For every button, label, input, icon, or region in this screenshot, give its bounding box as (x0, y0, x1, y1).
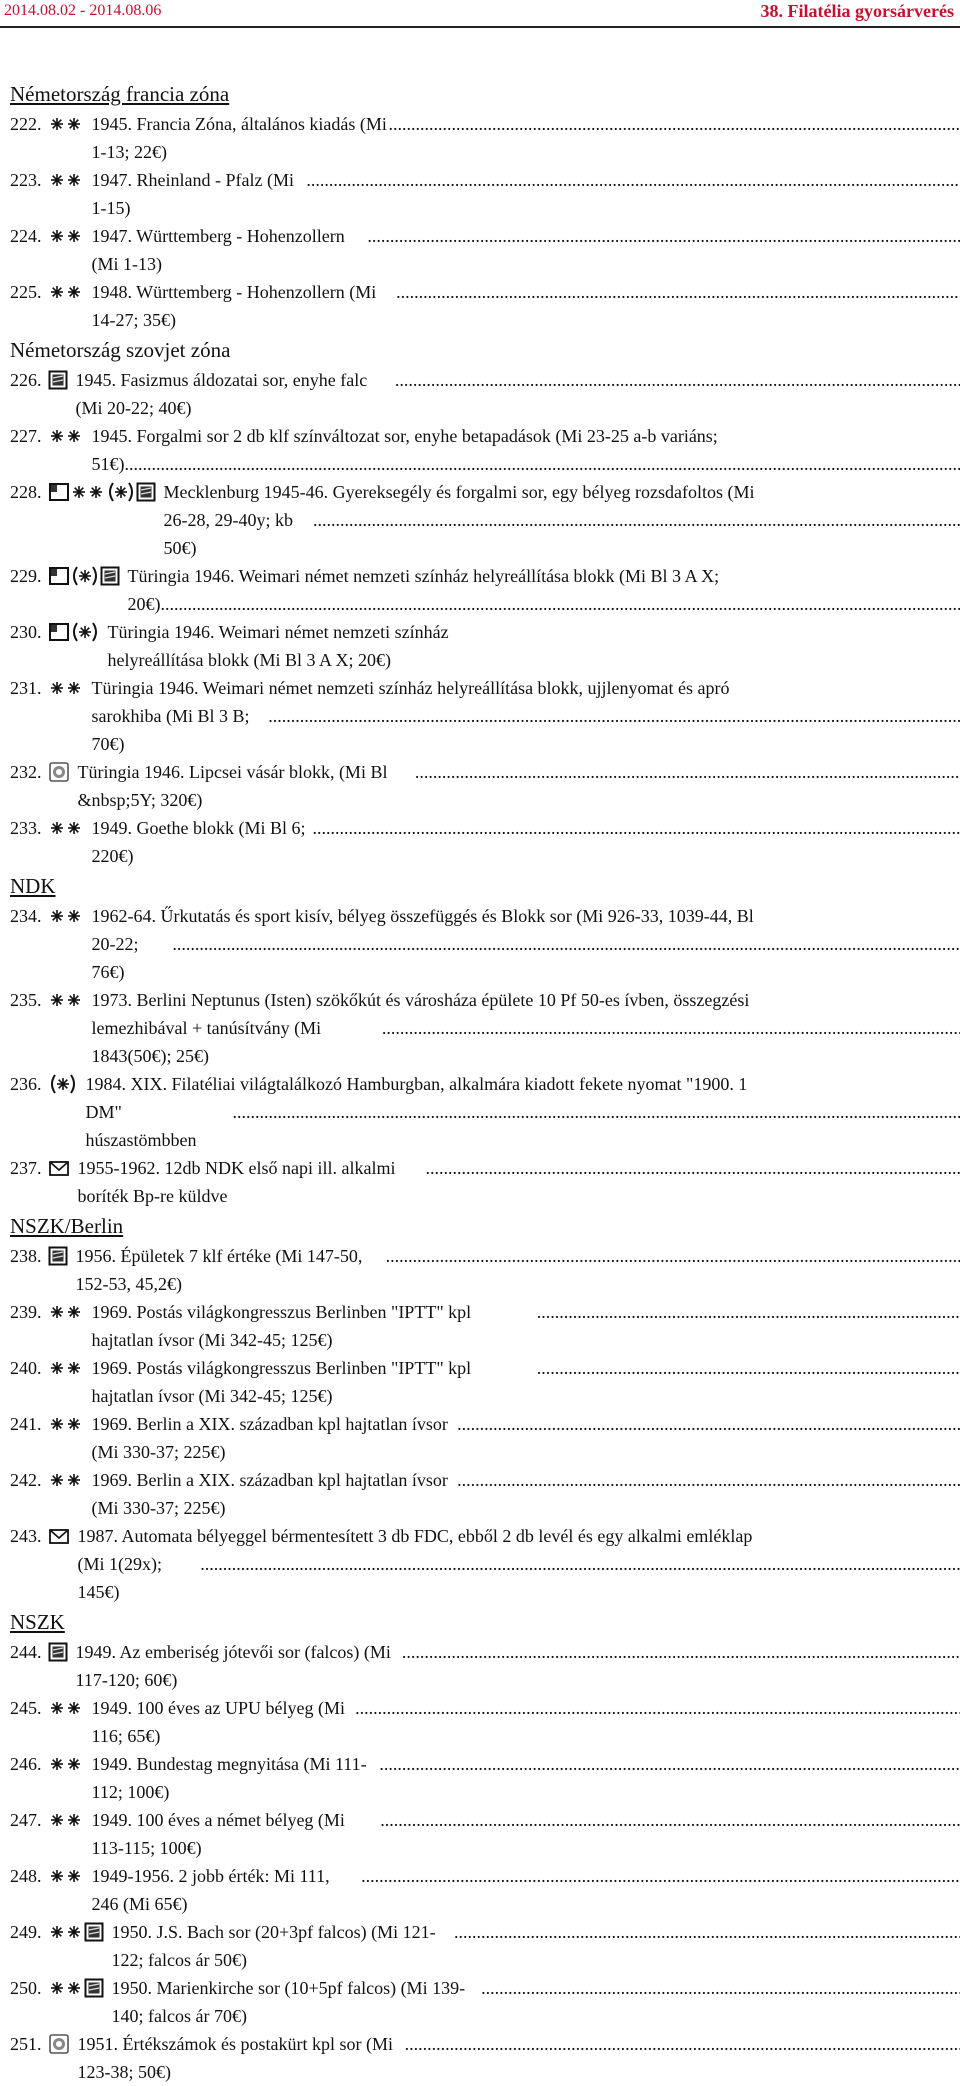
lot-number: 247. (10, 1806, 42, 1834)
lot-description: Türingia 1946. Weimari német nemzeti színház helyreállítása blokk (Mi Bl 3 A X; 20€) (108, 618, 545, 674)
condition-icons (48, 110, 84, 138)
condition-icons (48, 1354, 84, 1382)
lot-description: (Mi 1(29x); 145€) (78, 1550, 201, 1606)
hinged-icon (48, 1073, 78, 1095)
lot-description: 1969. Postás világkongresszus Berlinben "IPTT" kpl hajtatlan ívsor (Mi 342-45; 125€) (92, 1354, 537, 1410)
mint-icon (48, 1697, 84, 1719)
lot-description: 1945. Fasizmus áldozatai sor, enyhe falc (Mi 20-22; 40€) (76, 366, 395, 422)
catalog-item (10, 758, 870, 814)
mint-icon (48, 1753, 84, 1775)
condition-icons (48, 562, 120, 590)
catalog-item (10, 422, 870, 478)
lot-description: 1947. Rheinland - Pfalz (Mi 1-15) (92, 166, 307, 222)
postmark-icon (48, 761, 70, 783)
leader-dots (537, 1298, 960, 1326)
lot-number: 237. (10, 1154, 42, 1182)
leader-dots (386, 1242, 960, 1270)
lot-description: 1956. Épületek 7 klf értéke (Mi 147-50, 152-53, 45,2€) (76, 1242, 386, 1298)
condition-icons (48, 1410, 84, 1438)
condition-icons (48, 1918, 104, 1946)
mint-icon (48, 1977, 84, 1999)
lot-number: 244. (10, 1638, 42, 1666)
mint-icon (48, 989, 84, 1011)
leader-dots (402, 1638, 960, 1666)
section-title: NDK (10, 870, 960, 902)
leader-dots (379, 1750, 960, 1778)
condition-icons (48, 2030, 70, 2058)
catalog-item (10, 1354, 870, 1410)
lot-description: 1949. Az emberiség jótevői sor (falcos) (Mi 117-120; 60€) (76, 1638, 402, 1694)
catalog-item (10, 222, 870, 278)
leader-dots (457, 1466, 960, 1494)
mint-icon (48, 817, 84, 839)
lot-description: 1949. Bundestag megnyitása (Mi 111-112; 100€) (92, 1750, 380, 1806)
lot-description: Mecklenburg 1945-46. Gyereksegély és forgalmi sor, egy bélyeg rozsdafoltos (Mi (164, 478, 960, 506)
lot-description: 26-28, 29-40y; kb 50€) (164, 506, 314, 562)
lot-number: 232. (10, 758, 42, 786)
cancelled-icon (48, 1641, 68, 1663)
lot-description: 1949. Goethe blokk (Mi Bl 6; 220€) (92, 814, 313, 870)
condition-icons (48, 814, 84, 842)
postmark-icon (48, 2033, 70, 2055)
lot-description: 20-22; 76€) (92, 930, 173, 986)
catalog-item (10, 166, 870, 222)
mint-icon (48, 1865, 84, 1887)
letter-piece-icon (48, 621, 70, 643)
mint-icon (48, 1809, 84, 1831)
lot-number: 224. (10, 222, 42, 250)
envelope-icon (48, 1525, 70, 1547)
mint-icon (48, 425, 84, 447)
mint-icon (48, 225, 84, 247)
mint-icon (48, 677, 84, 699)
lot-number: 227. (10, 422, 42, 450)
leader-dots (481, 1974, 960, 2002)
lot-number: 245. (10, 1694, 42, 1722)
catalog-item (10, 1242, 870, 1298)
lot-description: 1951. Értékszámok és postakürt kpl sor (Mi 123-38; 50€) (78, 2030, 405, 2086)
condition-icons (48, 278, 84, 306)
condition-icons (48, 986, 84, 1014)
letter-piece-icon (48, 481, 70, 503)
mint-icon (48, 169, 84, 191)
header-title: 38. Filatélia gyorsárverés (761, 1, 954, 22)
condition-icons (48, 1466, 84, 1494)
condition-icons (48, 422, 84, 450)
lot-description: 1973. Berlini Neptunus (Isten) szökőkút és városháza épülete 10 Pf 50-es ívben, összegzési (92, 986, 960, 1014)
section-title: Németország francia zóna (10, 78, 960, 110)
leader-dots (232, 1098, 960, 1126)
lot-description: 1969. Berlin a XIX. században kpl hajtatlan ívsor (Mi 330-37; 225€) (92, 1466, 458, 1522)
condition-icons (48, 1638, 68, 1666)
leader-dots (389, 110, 960, 138)
lot-description: sarokhiba (Mi Bl 3 B; 70€) (92, 702, 269, 758)
lot-description: 1947. Württemberg - Hohenzollern (Mi 1-13) (92, 222, 368, 278)
lot-description: 1945. Francia Zóna, általános kiadás (Mi 1-13; 22€) (92, 110, 389, 166)
lot-number: 238. (10, 1242, 42, 1270)
mint-icon (48, 113, 84, 135)
lot-number: 222. (10, 110, 42, 138)
catalog-item (10, 674, 870, 758)
lot-description: 1984. XIX. Filatéliai világtalálkozó Hamburgban, alkalmára kiadott fekete nyomat "1900. 1 (86, 1070, 960, 1098)
lot-description: lemezhibával + tanúsítvány (Mi 1843(50€); 25€) (92, 1014, 382, 1070)
lot-number: 236. (10, 1070, 42, 1098)
condition-icons (48, 1862, 84, 1890)
leader-dots (380, 1806, 960, 1834)
catalog-item (10, 1862, 870, 1918)
catalog-item (10, 1522, 870, 1606)
lot-description: Türingia 1946. Lipcsei vásár blokk, (Mi Bl &nbsp;5Y; 320€) (78, 758, 415, 814)
leader-dots (415, 758, 960, 786)
catalog-item (10, 278, 870, 334)
mint-icon (48, 281, 84, 303)
section-title: NSZK (10, 1606, 960, 1638)
lot-number: 250. (10, 1974, 42, 2002)
leader-dots (355, 1694, 960, 1722)
lot-number: 225. (10, 278, 42, 306)
catalog-item (10, 110, 870, 166)
lot-number: 226. (10, 366, 42, 394)
condition-icons (48, 222, 84, 250)
lot-number: 251. (10, 2030, 42, 2058)
condition-icons (48, 166, 84, 194)
leader-dots (174, 590, 960, 618)
lot-description: 1948. Württemberg - Hohenzollern (Mi 14-27; 35€) (92, 278, 397, 334)
condition-icons (48, 758, 70, 786)
cancelled-icon (84, 1921, 104, 1943)
lot-number: 248. (10, 1862, 42, 1890)
cancelled-icon (48, 1245, 68, 1267)
lot-description: 1987. Automata bélyeggel bérmentesített 3 db FDC, ebből 2 db levél és egy alkalmi emléklap (78, 1522, 960, 1550)
lot-number: 228. (10, 478, 42, 506)
catalog-item (10, 1918, 870, 1974)
condition-icons (48, 1242, 68, 1270)
lot-number: 242. (10, 1466, 42, 1494)
cancelled-icon (48, 369, 68, 391)
lot-description: 1962-64. Űrkutatás és sport kisív, bélyeg összefüggés és Blokk sor (Mi 926-33, 1039-44, Bl (92, 902, 960, 930)
condition-icons (48, 1522, 70, 1550)
catalog-item (10, 902, 870, 986)
catalog-item (10, 1154, 870, 1210)
lot-number: 239. (10, 1298, 42, 1326)
catalog-item (10, 1974, 870, 2030)
lot-number: 249. (10, 1918, 42, 1946)
cancelled-icon (136, 481, 156, 503)
catalog-item (10, 814, 870, 870)
leader-dots (268, 702, 960, 730)
leader-dots (200, 1550, 960, 1578)
condition-icons (48, 1974, 104, 2002)
leader-dots (361, 1862, 960, 1890)
hinged-icon (70, 621, 100, 643)
mint-icon (48, 905, 84, 927)
header-date: 2014.08.02 - 2014.08.06 (4, 2, 161, 20)
catalog-item (10, 1638, 870, 1694)
cancelled-icon (100, 565, 120, 587)
condition-icons (48, 1070, 78, 1098)
section-title: Németország szovjet zóna (10, 334, 960, 366)
lot-description: 1945. Forgalmi sor 2 db klf színváltozat sor, enyhe betapadások (Mi 23-25 a-b variáns; (92, 422, 960, 450)
lot-number: 230. (10, 618, 42, 646)
lot-description: 1955-1962. 12db NDK első napi ill. alkalmi boríték Bp-re küldve (78, 1154, 426, 1210)
lot-number: 223. (10, 166, 42, 194)
mint-icon (70, 481, 106, 503)
catalog-item (10, 2030, 870, 2086)
lot-description: 1949. 100 éves a német bélyeg (Mi 113-115; 100€) (92, 1806, 381, 1862)
lot-description: 20€)... (128, 590, 175, 618)
lot-description: DM" húszastömbben (86, 1098, 233, 1154)
catalog-item (10, 986, 870, 1070)
lot-number: 229. (10, 562, 42, 590)
lot-number: 234. (10, 902, 42, 930)
hinged-icon (70, 565, 100, 587)
cancelled-icon (84, 1977, 104, 1999)
condition-icons (48, 1806, 84, 1834)
leader-dots (425, 1154, 960, 1182)
leader-dots (313, 814, 960, 842)
leader-dots (143, 450, 960, 478)
condition-icons (48, 902, 84, 930)
lot-description: 51€).... (92, 450, 143, 478)
leader-dots (172, 930, 960, 958)
header-divider (0, 26, 960, 28)
leader-dots (382, 1014, 960, 1042)
lot-description: 1969. Berlin a XIX. században kpl hajtatlan ívsor (Mi 330-37; 225€) (92, 1410, 458, 1466)
lot-number: 235. (10, 986, 42, 1014)
leader-dots (537, 1354, 960, 1382)
catalog-item (10, 1466, 870, 1522)
mint-icon (48, 1921, 84, 1943)
catalog-item (10, 1694, 870, 1750)
condition-icons (48, 1298, 84, 1326)
catalog-item (10, 478, 870, 562)
letter-piece-icon (48, 565, 70, 587)
mint-icon (48, 1357, 84, 1379)
lot-number: 241. (10, 1410, 42, 1438)
catalog-content (0, 78, 960, 2086)
catalog-item (10, 1750, 870, 1806)
mint-icon (48, 1301, 84, 1323)
catalog-item (10, 1298, 870, 1354)
mint-icon (48, 1413, 84, 1435)
condition-icons (48, 1750, 84, 1778)
condition-icons (48, 478, 156, 506)
lot-number: 231. (10, 674, 42, 702)
hinged-icon (106, 481, 136, 503)
page-header (0, 0, 960, 24)
mint-icon (48, 1469, 84, 1491)
lot-number: 233. (10, 814, 42, 842)
lot-description: 1969. Postás világkongresszus Berlinben "IPTT" kpl hajtatlan ívsor (Mi 342-45; 125€) (92, 1298, 537, 1354)
leader-dots (396, 278, 960, 306)
condition-icons (48, 1154, 70, 1182)
catalog-item (10, 1806, 870, 1862)
leader-dots (395, 366, 960, 394)
lot-description: Türingia 1946. Weimari német nemzeti színház helyreállítása blokk, ujjlenyomat és apró (92, 674, 960, 702)
envelope-icon (48, 1157, 70, 1179)
leader-dots (306, 166, 960, 194)
condition-icons (48, 1694, 84, 1722)
catalog-item (10, 618, 870, 674)
lot-description: 1949-1956. 2 jobb érték: Mi 111, 246 (Mi 65€) (92, 1862, 362, 1918)
condition-icons (48, 674, 84, 702)
lot-description: 1950. Marienkirche sor (10+5pf falcos) (Mi 139-140; falcos ár 70€) (112, 1974, 482, 2030)
lot-number: 243. (10, 1522, 42, 1550)
catalog-item (10, 1070, 870, 1154)
catalog-item (10, 1410, 870, 1466)
leader-dots (454, 1918, 960, 1946)
leader-dots (457, 1410, 960, 1438)
condition-icons (48, 366, 68, 394)
lot-number: 240. (10, 1354, 42, 1382)
lot-description: Türingia 1946. Weimari német nemzeti színház helyreállítása blokk (Mi Bl 3 A X; (128, 562, 960, 590)
leader-dots (313, 506, 960, 534)
leader-dots (367, 222, 960, 250)
lot-description: 1949. 100 éves az UPU bélyeg (Mi 116; 65€) (92, 1694, 356, 1750)
lot-number: 246. (10, 1750, 42, 1778)
section-title: NSZK/Berlin (10, 1210, 960, 1242)
catalog-item (10, 562, 870, 618)
catalog-item (10, 366, 870, 422)
lot-description: 1950. J.S. Bach sor (20+3pf falcos) (Mi 121-122; falcos ár 50€) (112, 1918, 454, 1974)
condition-icons (48, 618, 100, 646)
leader-dots (405, 2030, 960, 2058)
